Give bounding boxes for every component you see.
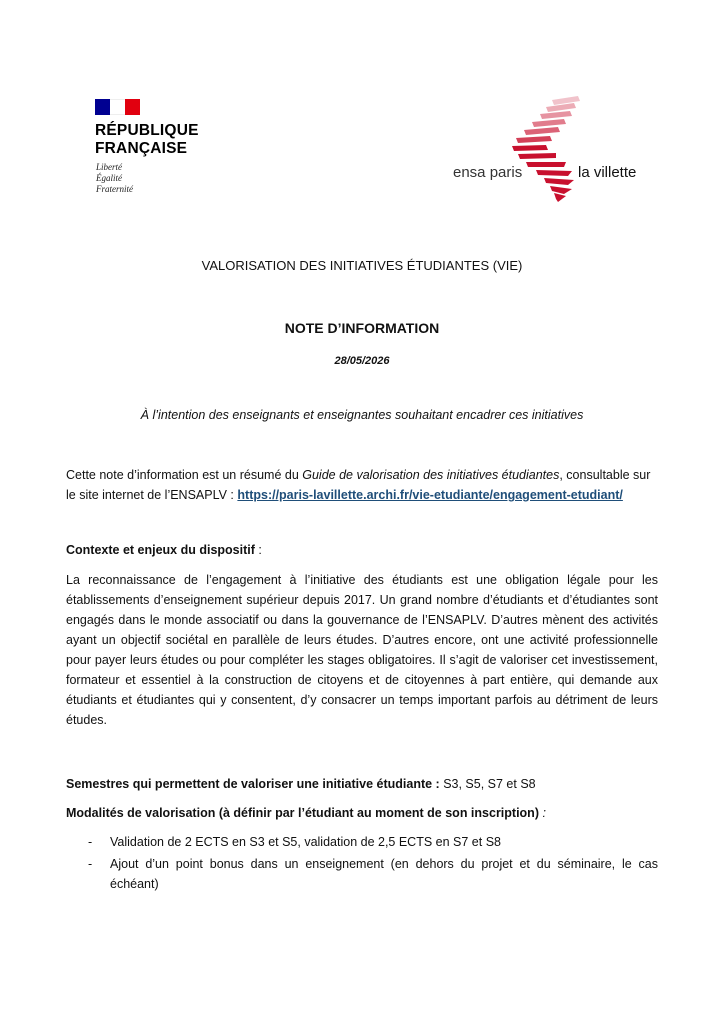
intro-paragraph <box>66 465 658 505</box>
list-dash: - <box>88 857 93 871</box>
ensaplv-link[interactable]: https://paris-lavillette.archi.fr/vie-etudiante/engagement-etudiant/ <box>237 488 623 502</box>
document-date: 28/05/2026 <box>334 355 390 367</box>
modalities-label: Modalités de valorisation (à définir par l’étudiant au moment de son inscription) <box>66 806 539 820</box>
modalities-list <box>66 832 658 896</box>
list-dash: - <box>88 835 93 849</box>
semesters-line <box>66 774 658 794</box>
semesters-value: S3, S5, S7 et S8 <box>439 777 536 791</box>
republique-francaise-logo <box>82 82 222 208</box>
context-heading-label: Contexte et enjeux du dispositif <box>66 543 255 557</box>
ensa-paris-la-villette-logo <box>453 96 653 206</box>
program-heading: VALORISATION DES INITIATIVES ÉTUDIANTES (VIE) <box>201 258 523 273</box>
motto-egalite: Égalité <box>96 173 122 183</box>
modality-item-2: Ajout d’un point bonus dans un enseignement (en dehors du projet et du séminaire, le cas échéant) <box>110 857 658 891</box>
modalities-heading <box>66 803 658 823</box>
modalities-suffix: : <box>538 806 546 820</box>
list-item <box>66 832 658 852</box>
motto-liberte: Liberté <box>96 162 122 172</box>
semesters-label: Semestres qui permettent de valoriser une initiative étudiante : <box>66 777 440 791</box>
intro-text-middle: , consultable sur le site internet de l’ENSAPLV : <box>66 468 651 502</box>
french-flag-icon <box>95 99 140 115</box>
context-body: La reconnaissance de l’engagement à l’initiative des étudiants est une obligation légale pour les établissements d’enseignement supérieur depuis 2017. Un grand nombre d’étudiants et d’étudiantes sont engagés dans le monde associatif ou dans la gouvernance de l’ENSAPLV. D’autres mènent des activités ayant un objectif sociétal en parallèle de leurs études. D’autres encore, ont une activité professionnelle pour payer leurs études ou pour compléter les stages obligatoires. Il s’agit de valoriser cet investissement, formateur et essentiel à la construction de citoyens et de citoyennes à part entière, qui demande aux étudiants et étudiantes qui y consentent, d’y consacrer un temps important parfois au détriment de leurs études. <box>66 573 658 727</box>
logo-rf-motto <box>96 162 133 195</box>
staircase-emblem-icon <box>500 96 590 204</box>
audience-line: À l’intention des enseignants et enseignantes souhaitant encadrer ces initiatives <box>140 408 584 422</box>
list-item <box>66 854 658 894</box>
logo-ensa-right-text: la villette <box>578 164 637 181</box>
guide-title: Guide de valorisation des initiatives étudiantes <box>302 468 560 482</box>
logo-rf-line1: RÉPUBLIQUE <box>95 122 199 139</box>
intro-text-before: Cette note d’information est un résumé du <box>66 468 303 482</box>
motto-fraternite: Fraternité <box>96 184 133 194</box>
modality-item-1: Validation de 2 ECTS en S3 et S5, validation de 2,5 ECTS en S7 et S8 <box>110 835 501 849</box>
logo-rf-line2: FRANÇAISE <box>95 140 188 157</box>
context-heading-suffix: : <box>254 543 262 557</box>
logo-ensa-left-text: ensa paris <box>453 164 523 181</box>
page-title: NOTE D’INFORMATION <box>284 320 440 336</box>
context-heading <box>66 540 658 560</box>
